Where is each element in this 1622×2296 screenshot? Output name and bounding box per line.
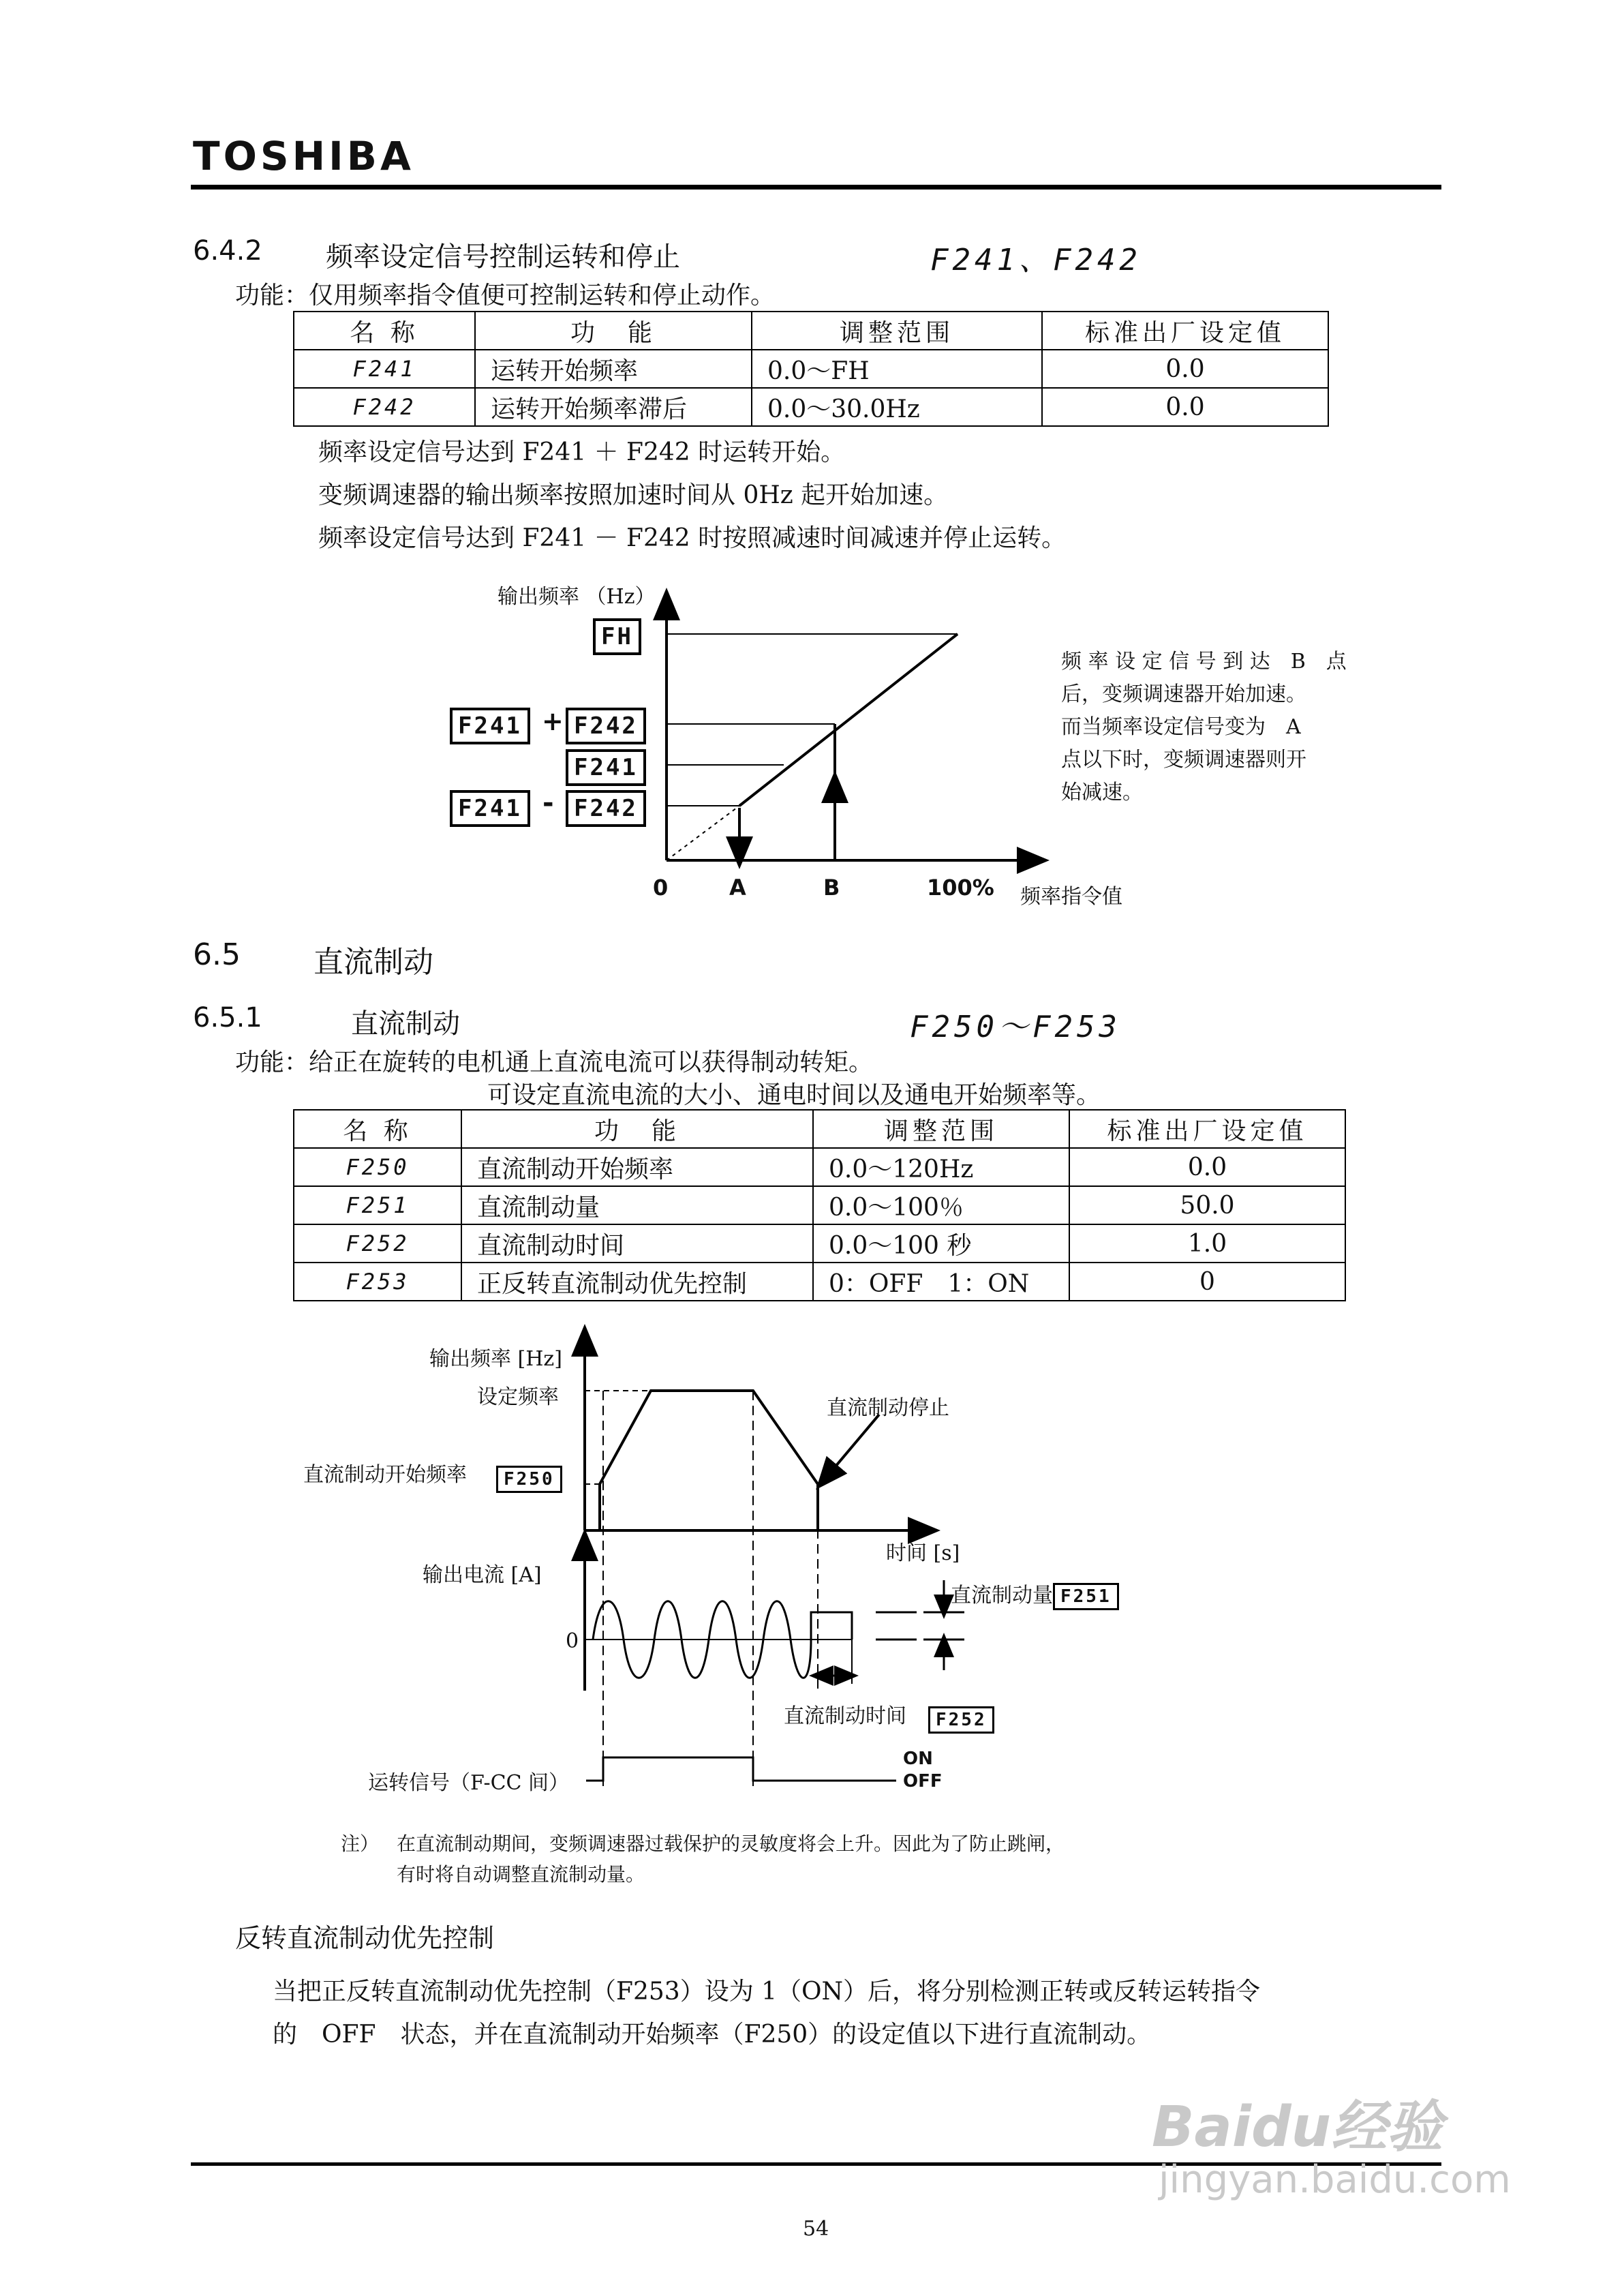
tick-b: B	[823, 875, 840, 901]
run-signal-label: 运转信号（F-CC 间）	[368, 1771, 570, 1795]
param-default: 0.0	[1042, 388, 1328, 426]
param-code: F250	[294, 1148, 461, 1186]
current-axis-label: 输出电流 [A]	[423, 1563, 542, 1587]
param-default: 0.0	[1042, 350, 1328, 388]
section-642-function: 功能：仅用频率指令值便可控制运转和停止动作。	[235, 282, 776, 309]
note-2: 变频调速器的输出频率按照加速时间从 0Hz 起开始加速。	[318, 481, 949, 509]
footnote-prefix: 注）	[341, 1832, 380, 1855]
section-651-codes: F250～F253	[910, 1010, 1121, 1044]
param-default: 0	[1069, 1263, 1345, 1301]
freq-axis-label: 输出频率 [Hz]	[429, 1347, 562, 1371]
section-642-codes: F241、F242	[930, 243, 1142, 277]
chart1-desc-5: 始减速。	[1061, 781, 1143, 804]
param-code: F251	[294, 1186, 461, 1224]
section-651-number: 6.5.1	[193, 1002, 262, 1033]
param-function: 直流制动时间	[461, 1224, 813, 1263]
col-range: 调整范围	[813, 1110, 1069, 1148]
note-1: 频率设定信号达到 F241 ＋ F242 时运转开始。	[318, 438, 846, 466]
param-code: F241	[294, 350, 475, 388]
toshiba-logo: TOSHIBA	[193, 133, 414, 179]
dc-stop-arrow	[825, 1415, 879, 1479]
diff-right-box: F242	[566, 790, 646, 827]
param-default: 1.0	[1069, 1224, 1345, 1263]
chart1-desc-1: 频 率 设 定 信 号 到 达 B 点	[1061, 650, 1347, 674]
section-651-function-2: 可设定直流电流的大小、通电时间以及通电开始频率等。	[487, 1081, 1101, 1109]
param-function: 运转开始频率滞后	[475, 388, 752, 426]
param-range: 0.0～FH	[752, 350, 1042, 388]
diff-op: -	[542, 787, 554, 819]
param-code: F253	[294, 1263, 461, 1301]
section-651-function: 功能：给正在旋转的电机通上直流电流可以获得制动转矩。	[235, 1048, 874, 1076]
chart1-x-label: 频率指令值	[1020, 885, 1122, 909]
footnote-line-2: 有时将自动调整直流制动量。	[397, 1863, 645, 1886]
dc-start-code-box: F250	[496, 1466, 562, 1493]
dc-time-code-box: F252	[928, 1706, 994, 1734]
tick-100: 100%	[927, 875, 994, 901]
subsection-title: 反转直流制动优先控制	[235, 1923, 495, 1953]
tick-0: 0	[653, 875, 669, 901]
subsection-paragraph-1: 当把正反转直流制动优先控制（F253）设为 1（ON）后，将分别检测正转或反转运转指令	[273, 1978, 1261, 2006]
freq-profile	[600, 1391, 818, 1530]
col-function: 功 能	[475, 312, 752, 350]
chart1-y-label: 输出频率 （Hz）	[498, 585, 656, 609]
dc-amount-code-box: F251	[1053, 1583, 1119, 1610]
mid-box: F241	[566, 749, 646, 786]
dc-stop-label: 直流制动停止	[827, 1396, 949, 1420]
chart1-desc-2: 后，变频调速器开始加速。	[1061, 682, 1306, 706]
param-code: F252	[294, 1224, 461, 1263]
tick-a: A	[729, 875, 746, 901]
watermark-url: jingyan.baidu.com	[1159, 2158, 1511, 2202]
param-range: 0.0～120Hz	[813, 1148, 1069, 1186]
note-3: 频率设定信号达到 F241 － F242 时按照减速时间减速并停止运转。	[318, 524, 1067, 552]
param-range: 0.0～100％	[813, 1186, 1069, 1224]
section-642-title: 频率设定信号控制运转和停止	[326, 241, 680, 273]
dc-time-label: 直流制动时间	[784, 1704, 906, 1728]
current-zero-label: 0	[566, 1629, 579, 1653]
sum-op: +	[542, 706, 564, 736]
dc-start-freq-label: 直流制动开始频率	[303, 1463, 467, 1487]
off-label: OFF	[903, 1771, 943, 1792]
section-642-number: 6.4.2	[193, 235, 262, 267]
col-default: 标准出厂设定值	[1069, 1110, 1345, 1148]
footnote-line-1: 在直流制动期间，变频调速器过载保护的灵敏度将会上升。因此为了防止跳闸，	[397, 1832, 1065, 1855]
col-range: 调整范围	[752, 312, 1042, 350]
chart1-desc-4: 点以下时，变频调速器则开	[1061, 748, 1306, 772]
param-range: 0.0～30.0Hz	[752, 388, 1042, 426]
param-function: 直流制动量	[461, 1186, 813, 1224]
col-function: 功 能	[461, 1110, 813, 1148]
col-name: 名 称	[294, 1110, 461, 1148]
sum-left-box: F241	[450, 708, 530, 744]
fh-box: FH	[593, 618, 641, 655]
set-freq-label: 设定频率	[477, 1385, 559, 1409]
section-65-number: 6.5	[193, 937, 241, 972]
watermark-brand: Baidu经验	[1152, 2095, 1443, 2160]
section-65-title: 直流制动	[313, 945, 433, 980]
param-default: 0.0	[1069, 1148, 1345, 1186]
col-default: 标准出厂设定值	[1042, 312, 1328, 350]
page-number: 54	[803, 2217, 829, 2241]
param-default: 50.0	[1069, 1186, 1345, 1224]
time-label: 时间 [s]	[886, 1541, 960, 1565]
sum-right-box: F242	[566, 708, 646, 744]
param-range: 0.0～100 秒	[813, 1224, 1069, 1263]
chart1-desc-3: 而当频率设定信号变为 A	[1061, 715, 1301, 739]
param-function: 直流制动开始频率	[461, 1148, 813, 1186]
param-range: 0：OFF 1：ON	[813, 1263, 1069, 1301]
param-code: F242	[294, 388, 475, 426]
section-651-title: 直流制动	[351, 1008, 460, 1040]
on-label: ON	[903, 1749, 933, 1769]
param-function: 运转开始频率	[475, 350, 752, 388]
run-signal	[586, 1757, 896, 1781]
param-function: 正反转直流制动优先控制	[461, 1263, 813, 1301]
subsection-paragraph-2: 的 OFF 状态，并在直流制动开始频率（F250）的设定值以下进行直流制动。	[273, 2021, 1152, 2049]
col-name: 名 称	[294, 312, 475, 350]
dc-amount-label: 直流制动量	[951, 1584, 1053, 1607]
diff-left-box: F241	[450, 790, 530, 827]
